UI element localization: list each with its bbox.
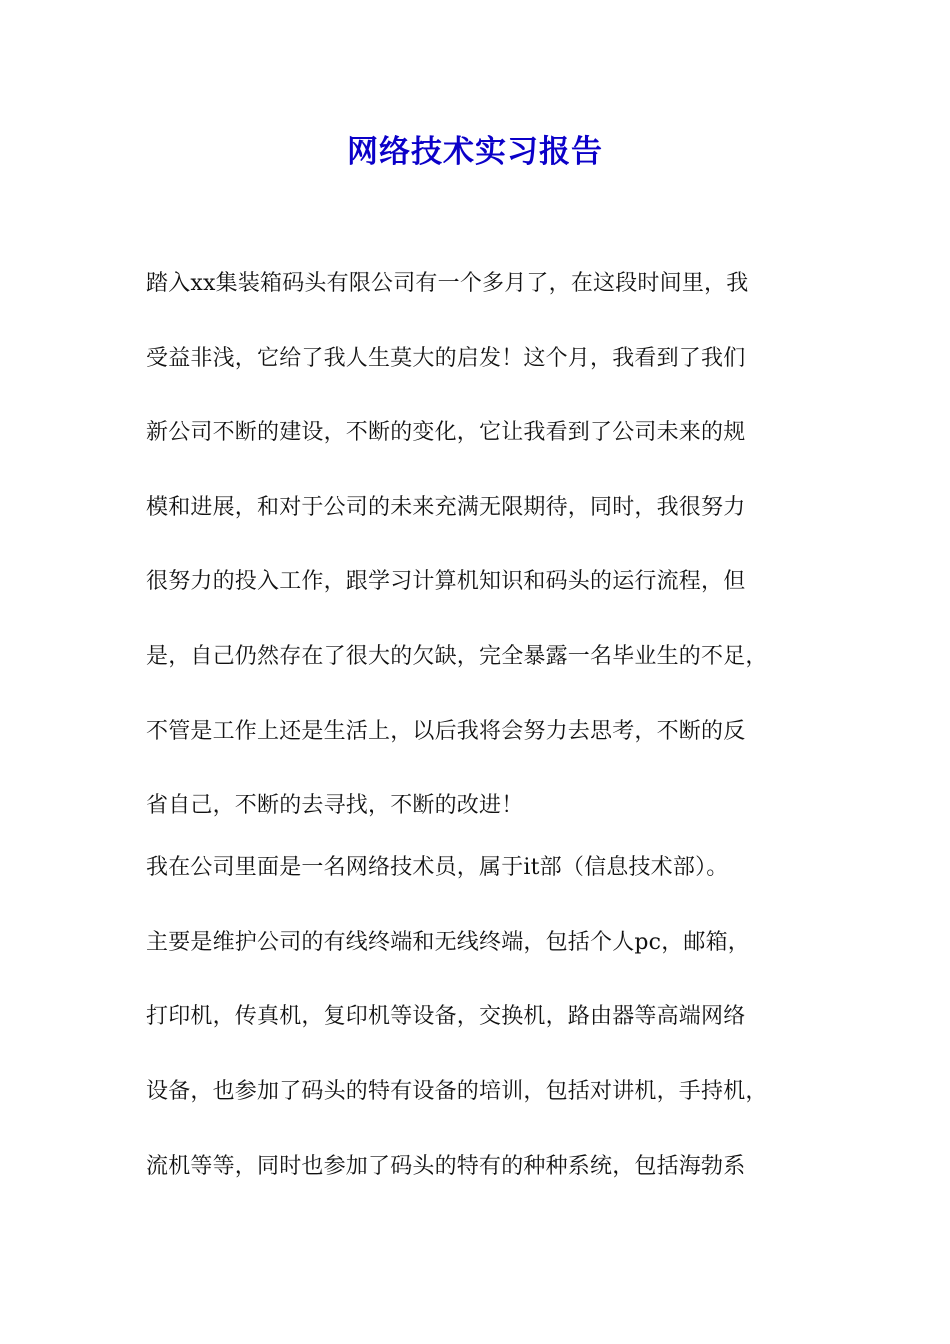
text-line: 主要是维护公司的有线终端和无线终端，包括个人pc，邮箱， xyxy=(146,929,751,955)
text-line: 我在公司里面是一名网络技术员，属于it部（信息技术部）。 xyxy=(146,855,729,881)
text-line: 打印机，传真机，复印机等设备，交换机，路由器等高端网络 xyxy=(146,1004,746,1030)
text-line: 新公司不断的建设，不断的变化，它让我看到了公司未来的规 xyxy=(146,420,746,446)
document-body xyxy=(146,262,836,1219)
text-line: 不管是工作上还是生活上，以后我将会努力去思考，不断的反 xyxy=(146,718,746,744)
text-line: 流机等等，同时也参加了码头的特有的种种系统，包括海勃系 xyxy=(146,1153,746,1179)
text-line: 很努力的投入工作，跟学习计算机知识和码头的运行流程，但 xyxy=(146,569,746,595)
text-line: 是，自己仍然存在了很大的欠缺，完全暴露一名毕业生的不足， xyxy=(146,643,768,669)
text-line: 设备，也参加了码头的特有设备的培训，包括对讲机，手持机， xyxy=(146,1078,768,1104)
text-line: 踏入xx集装箱码头有限公司有一个多月了，在这段时间里，我 xyxy=(146,271,749,296)
document-title: 网络技术实习报告 xyxy=(347,134,603,170)
text-line: 省自己，不断的去寻找，不断的改进！ xyxy=(146,793,524,819)
text-line: 受益非浅，它给了我人生莫大的启发！这个月，我看到了我们 xyxy=(146,345,746,371)
text-line: 模和进展，和对于公司的未来充满无限期待，同时，我很努力 xyxy=(146,494,746,520)
